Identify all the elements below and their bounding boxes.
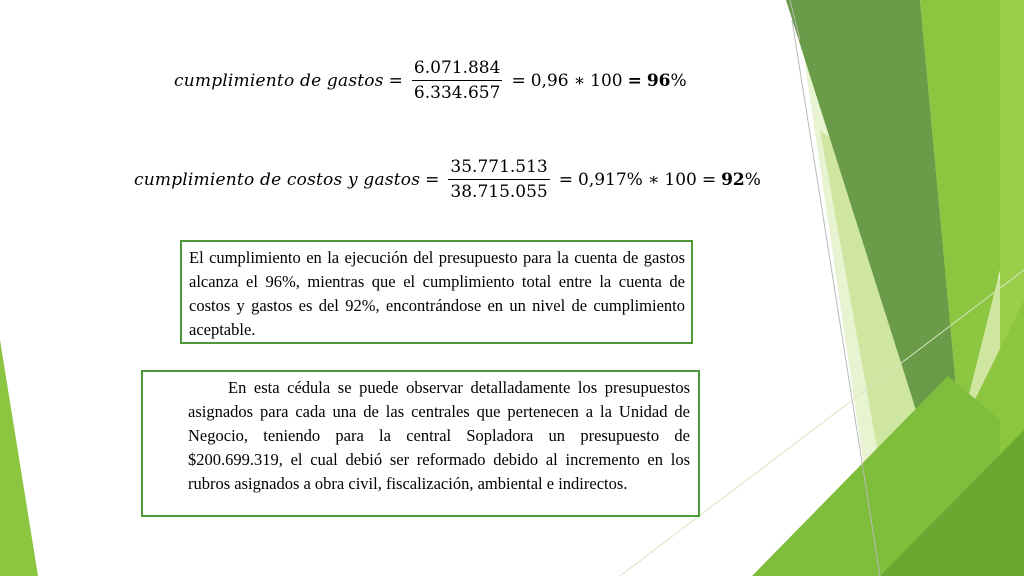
detail-text-box — [141, 370, 700, 517]
formula-gastos-ratio: 0,96 — [530, 70, 569, 91]
equals-sign: = — [558, 169, 573, 190]
formula-costos-gastos-multiplier: 100 — [664, 169, 697, 190]
times-sign: ∗ — [647, 169, 660, 190]
equals-sign: = — [388, 70, 403, 91]
times-sign: ∗ — [573, 70, 586, 91]
summary-paragraph: El cumplimiento en la ejecución del presupuesto para la cuenta de gastos alcanza el 96%, mientras que el cumplimiento total entre la cuenta de costos y gastos es del 92%, encontrándose en un nivel de cumplimiento aceptable. — [189, 248, 685, 339]
formula-costos-gastos — [134, 157, 761, 202]
formula-gastos-result: 96 — [646, 70, 671, 91]
formula-gastos-fraction — [412, 58, 503, 103]
formula-costos-gastos-result: 92 — [721, 169, 745, 190]
formula-gastos — [174, 58, 687, 103]
formula-costos-gastos-denominator: 38.715.055 — [450, 182, 548, 202]
formula-costos-gastos-ratio: 0,917% — [578, 169, 643, 190]
formula-costos-gastos-label: cumplimiento de costos y gastos — [134, 169, 421, 190]
formula-gastos-label: cumplimiento de gastos — [174, 70, 384, 91]
formula-gastos-denominator: 6.334.657 — [413, 83, 501, 103]
equals-sign: = — [701, 169, 717, 190]
formula-gastos-multiplier: 100 — [590, 70, 623, 91]
percent-sign: % — [744, 169, 761, 190]
equals-sign: = — [425, 169, 440, 190]
formula-costos-gastos-fraction — [448, 157, 549, 202]
left-green-wedge — [0, 340, 38, 576]
summary-text-box — [180, 240, 693, 344]
equals-sign: = — [627, 70, 642, 91]
percent-sign: % — [670, 70, 687, 91]
detail-paragraph: En esta cédula se puede observar detalladamente los presupuestos asignados para cada una de las centrales que pertenecen a la Unidad de Negocio, teniendo para la central Sopladora un presupuesto de $200.699.319, el cual debió ser reformado debido al incremento en los rubros asignados a obra civil, fiscalización, ambiental e indirectos. — [188, 378, 690, 493]
equals-sign: = — [511, 70, 526, 91]
formula-gastos-numerator: 6.071.884 — [412, 58, 503, 81]
formula-costos-gastos-numerator: 35.771.513 — [448, 157, 549, 180]
